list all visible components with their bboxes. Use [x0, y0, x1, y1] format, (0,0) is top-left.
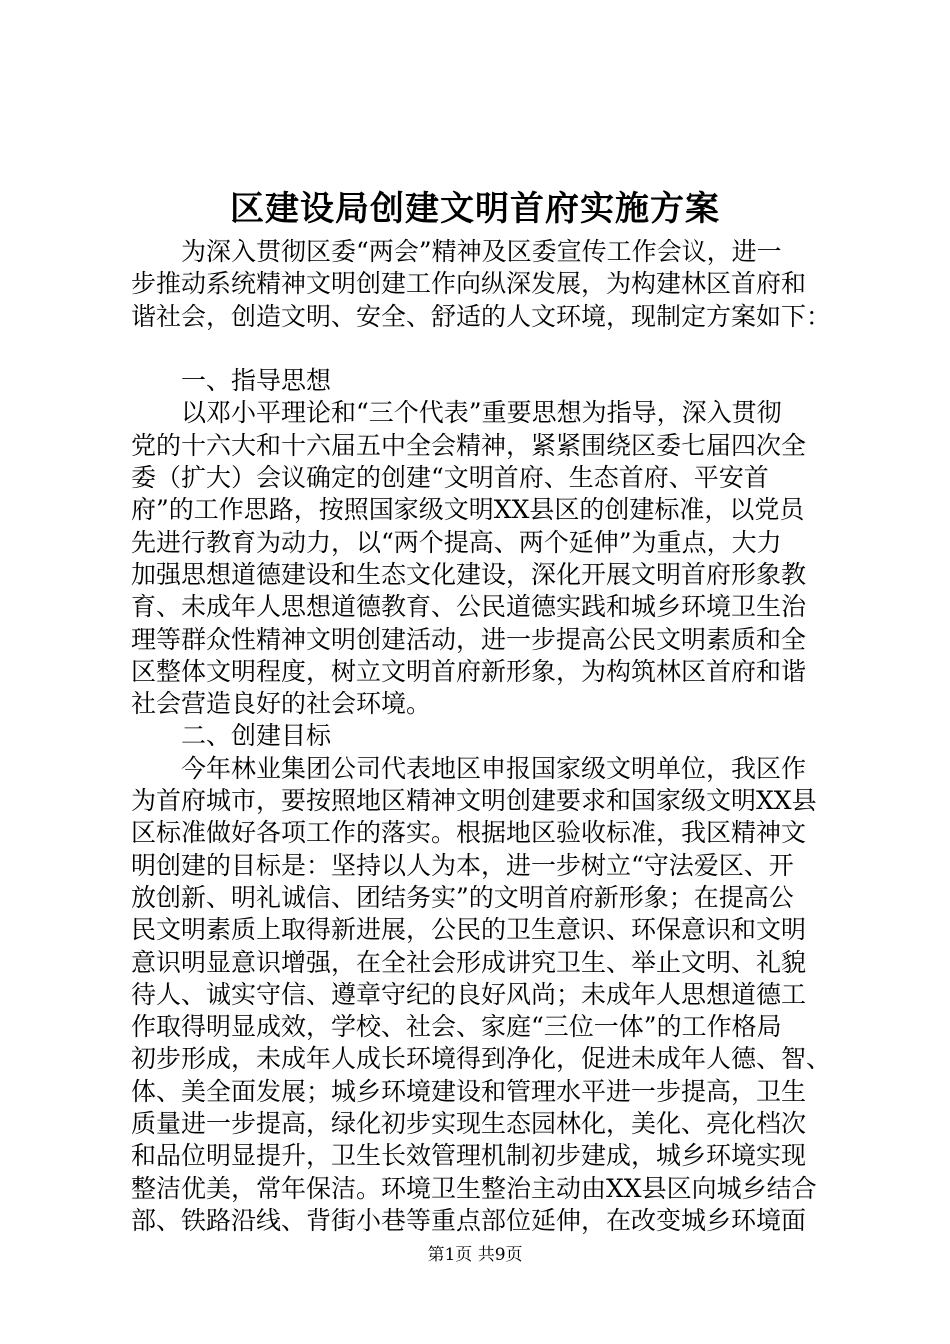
body-line: 民文明素质上取得新进展，公民的卫生意识、环保意识和文明 — [131, 915, 807, 945]
body-line: 意识明显意识增强，在全社会形成讲究卫生、举止文明、礼貌 — [131, 947, 807, 977]
body-line: 明创建的目标是：坚持以人为本，进一步树立“守法爱区、开 — [131, 850, 794, 880]
page-number-footer: 第1页 共9页 — [427, 1245, 523, 1265]
body-line: 区整体文明程度，树立文明首府新形象，为构筑林区首府和谐 — [131, 656, 807, 686]
document-body — [131, 236, 841, 1237]
section-heading-guiding-thought: 一、指导思想 — [131, 366, 332, 396]
body-line: 先进行教育为动力，以“两个提高、两个延伸”为重点，大力 — [131, 527, 782, 557]
body-line: 委（扩大）会议确定的创建“文明首府、生态首府、平安首 — [131, 463, 769, 493]
blank-line — [131, 333, 841, 365]
body-line: 作取得明显成效，学校、社会、家庭“三位一体”的工作格局 — [131, 1012, 782, 1042]
body-line: 今年林业集团公司代表地区申报国家级文明单位，我区作 — [131, 753, 807, 783]
body-line: 步推动系统精神文明创建工作向纵深发展，为构建林区首府和 — [131, 269, 807, 299]
section-heading-creation-goals: 二、创建目标 — [131, 721, 332, 751]
body-line: 初步形成，未成年人成长环境得到净化，促进未成年人德、智、 — [131, 1044, 832, 1074]
body-line: 待人、诚实守信、遵章守纪的良好风尚；未成年人思想道德工 — [131, 979, 807, 1009]
body-line: 党的十六大和十六届五中全会精神，紧紧围绕区委七届四次全 — [131, 430, 807, 460]
body-line: 体、美全面发展；城乡环境建设和管理水平进一步提高，卫生 — [131, 1076, 807, 1106]
body-line: 府”的工作思路，按照国家级文明XX县区的创建标准，以党员 — [131, 495, 805, 525]
body-line: 质量进一步提高，绿化初步实现生态园林化，美化、亮化档次 — [131, 1109, 807, 1139]
body-line: 社会营造良好的社会环境。 — [131, 689, 432, 719]
body-line: 加强思想道德建设和生态文化建设，深化开展文明首府形象教 — [131, 559, 807, 589]
body-line: 部、铁路沿线、背街小巷等重点部位延伸，在改变城乡环境面 — [131, 1205, 807, 1235]
body-line: 和品位明显提升，卫生长效管理机制初步建成，城乡环境实现 — [131, 1141, 807, 1171]
body-line: 为首府城市，要按照地区精神文明创建要求和国家级文明XX县 — [131, 786, 817, 816]
body-line: 谐社会，创造文明、安全、舒适的人文环境，现制定方案如下： — [131, 301, 832, 331]
body-line: 放创新、明礼诚信、团结务实”的文明首府新形象；在提高公 — [131, 882, 794, 912]
body-line: 区标准做好各项工作的落实。根据地区验收标准，我区精神文 — [131, 818, 807, 848]
body-line: 理等群众性精神文明创建活动，进一步提高公民文明素质和全 — [131, 624, 807, 654]
body-line: 以邓小平理论和“三个代表”重要思想为指导，深入贯彻 — [131, 398, 782, 428]
body-line: 育、未成年人思想道德教育、公民道德实践和城乡环境卫生治 — [131, 592, 807, 622]
body-line: 整洁优美，常年保洁。环境卫生整治主动由XX县区向城乡结合 — [131, 1173, 817, 1203]
body-line: 为深入贯彻区委“两会”精神及区委宣传工作会议，进一 — [131, 237, 782, 266]
document-title: 区建设局创建文明首府实施方案 — [230, 189, 720, 229]
